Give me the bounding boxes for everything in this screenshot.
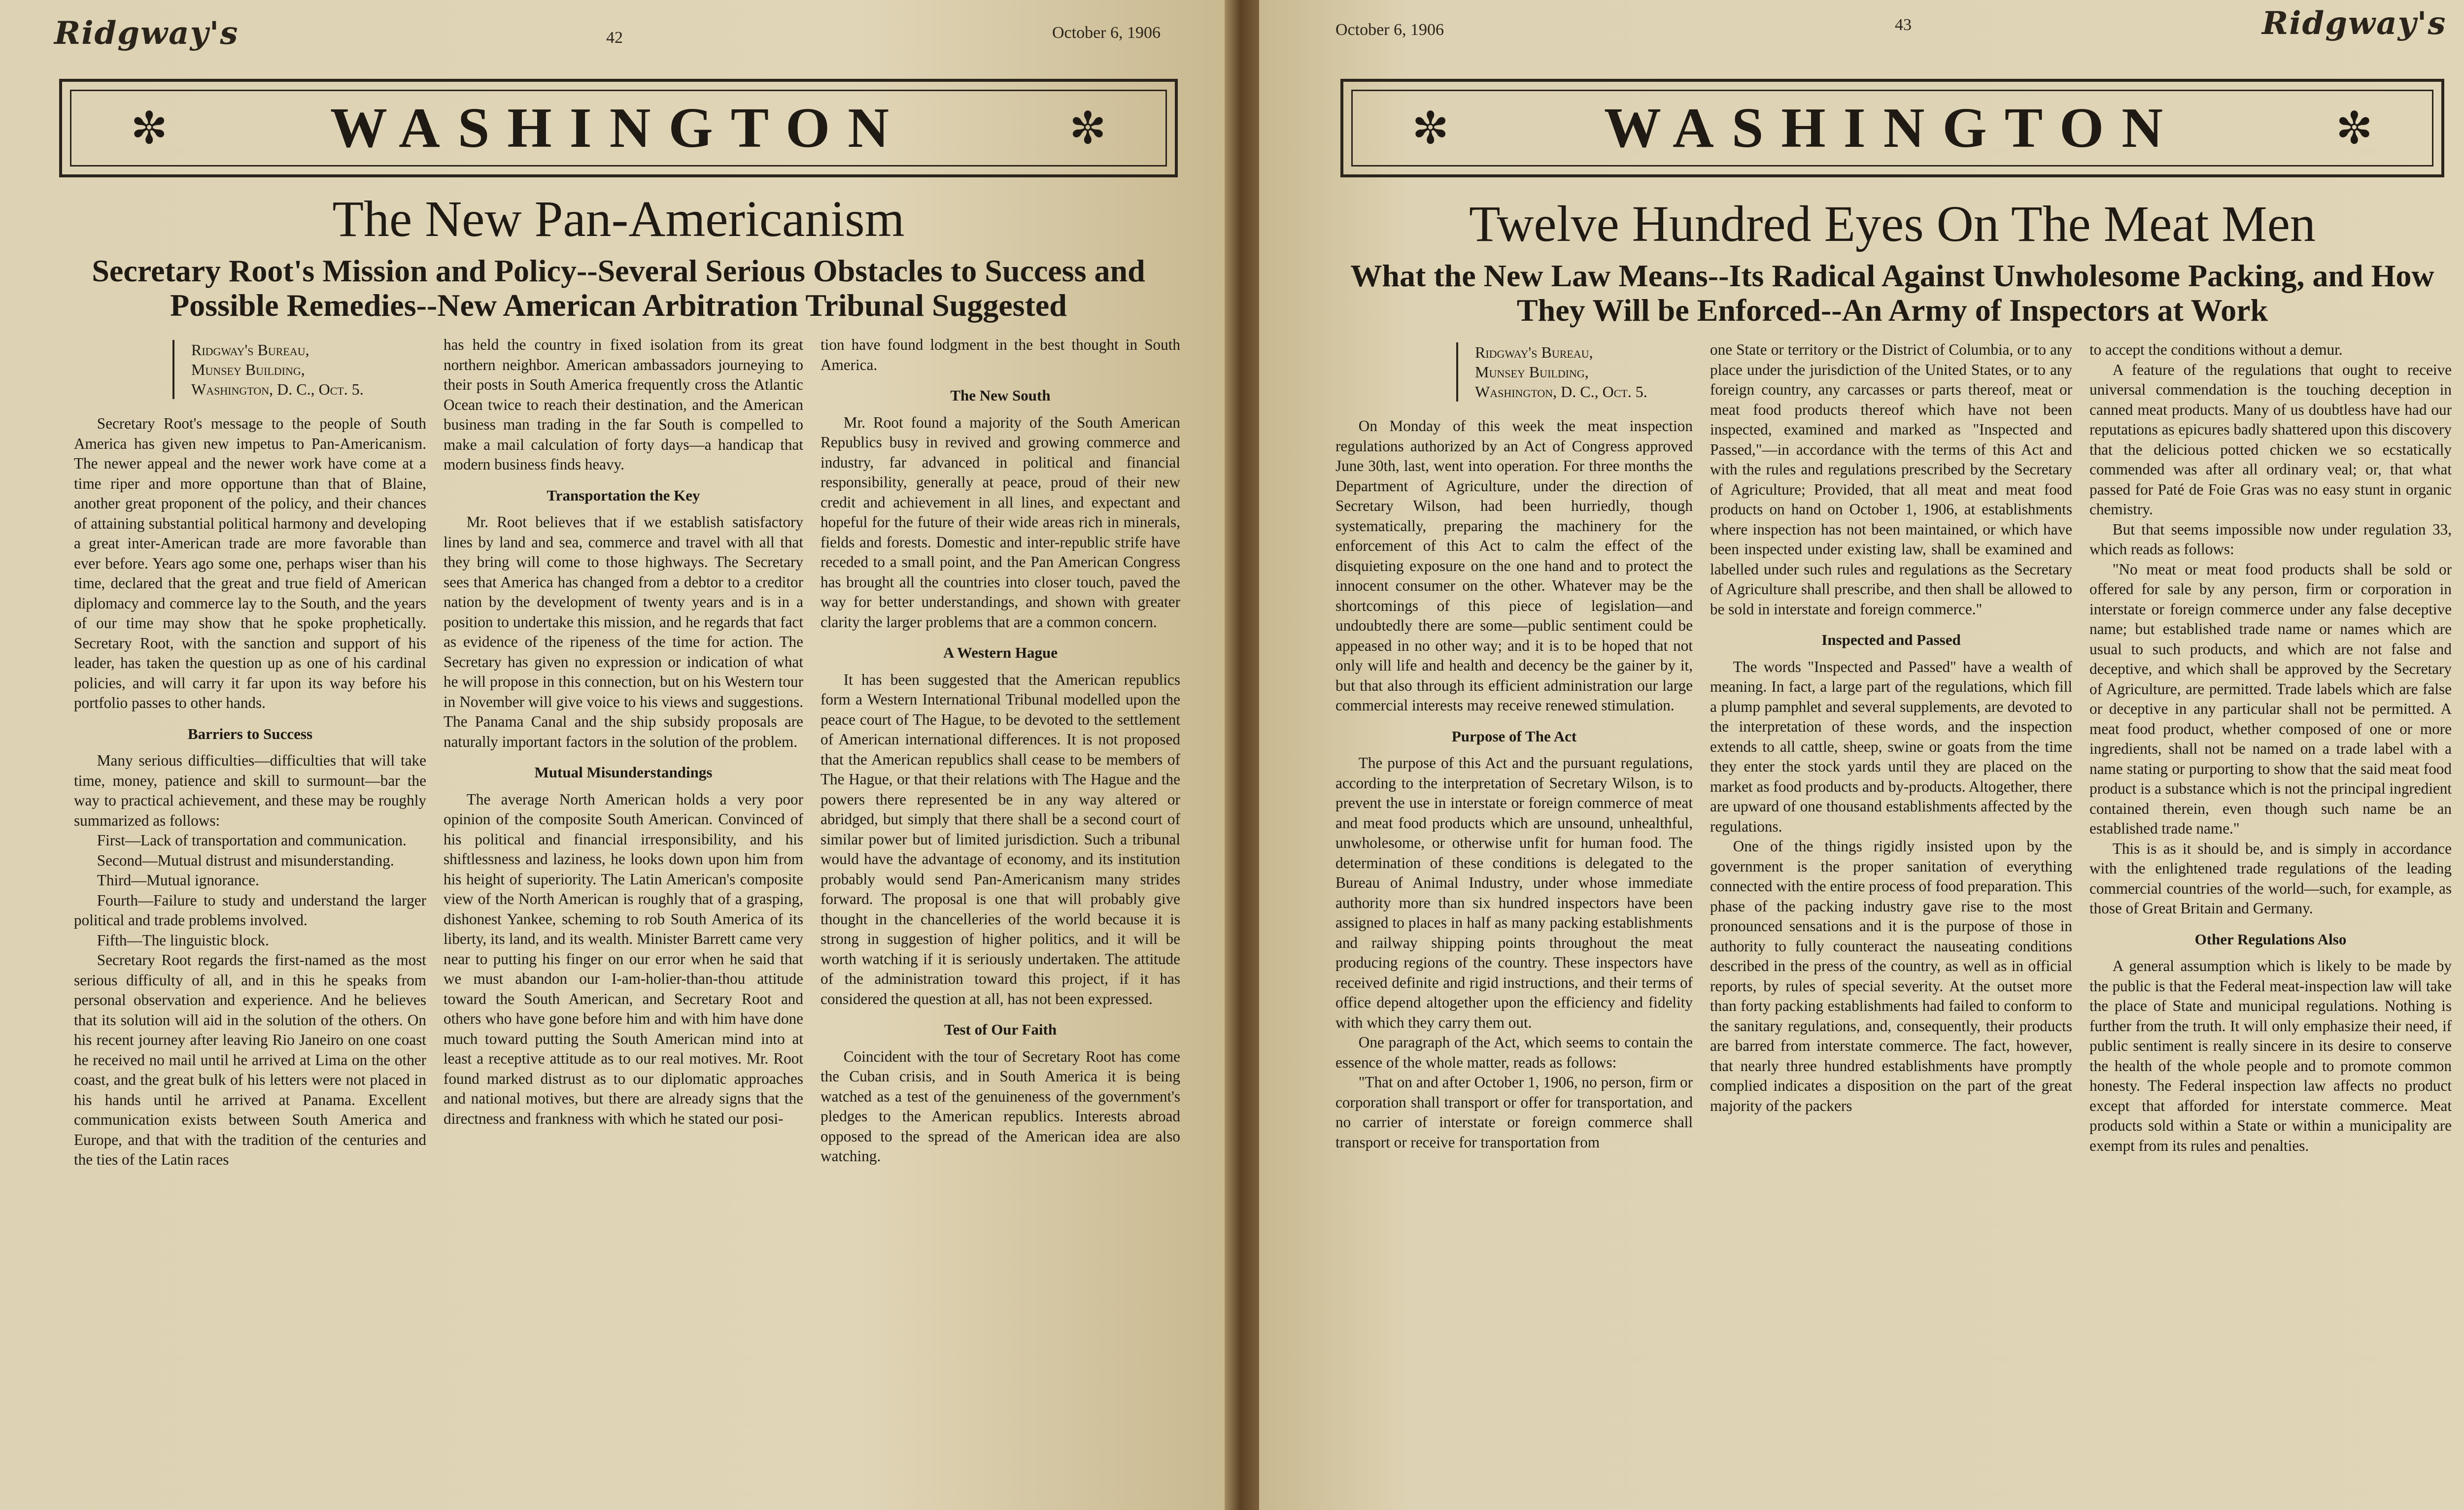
asterisk-ornament-icon: ✼ [2335,102,2373,154]
paragraph: Secretary Root's message to the people of South America has given new impetus to Pan-Americanism. The newer appeal and the newer work have come at a time riper and more opportune than that of Blaine, another great proponent of the policy, and their chances of attaining substantial political harmony and developing a great inter-American trade are more favorable than ever before. Years ago some one, perhaps wiser than his time, declared that the great and true field of American diplomacy and commerce lay to the South, and the years of our time may show that he spoke prophetically. Secretary Root, with the sanction and support of his leader, has taken the question up as one of his cardinal policies, and will carry it far upon its way before his portfolio passes to other hands. [74,415,426,711]
paragraph: Coincident with the tour of Secretary Root has come the Cuban crisis, and in South America it is being watched as a test of the genuineness of the government's pledges to the American republics. Interests abroad opposed to the spread of the American idea are also watching. [821,1047,1180,1165]
paragraph: A general assumption which is likely to be made by the public is that the Federal meat-inspection law will take the place of State and municipal regulations. Nothing is further from the truth. It will only emphasize their need, if public sentiment is really sincere in its desire to conserve the health of the whole people and to promote common honesty. The Federal inspection law affects no product except that afforded for interstate commerce. Meat products sold within a State or within a municipality are exempt from its rules and penalties. [2089,957,2452,1154]
dateline-line: Washington, D. C., Oct. 5. [191,380,364,398]
asterisk-ornament-icon: ✼ [1412,102,1449,154]
paragraph: The purpose of this Act and the pursuant regulations, according to the interpretation of Secretary Wilson, is to prevent the use in interstate or foreign commerce of meat and meat food products which are unsound, unhealthful, unwholesome, or otherwise unfit for human food. The determination of these conditions is delegated to the Bureau of Animal Industry, under whose immediate authority more than six hundred inspectors have been assigned to places in half as many packing establishments and railway shipping points throughout the meat producing regions of the country. These inspectors have received definite and rigid instructions, and their terms of office depend altogether upon the efficiency and fidelity with which they carry them out. [1335,754,1693,1031]
subhead: Purpose of The Act [1451,727,1577,745]
subhead: Inspected and Passed [1821,631,1961,648]
column-3 [2089,340,2452,1156]
page-number: 42 [606,29,623,47]
paragraph: Second—Mutual distrust and misunderstanding. [97,851,394,869]
column-2 [444,335,803,1129]
asterisk-ornament-icon: ✼ [131,102,168,154]
masthead-logo: Ridgway's [54,15,239,52]
paragraph: Secretary Root regards the first-named as the most serious difficulty of all, and in this he speaks from personal observation and experience. And he believes that its solution will aid in the solution of the others. On his recent journey after leaving Rio Janeiro on one coast he received no mail until he arrived at Lima on the other coast, and the great bulk of his letters were not placed in his hands until he arrived at Panama. Excellent communication exists between South America and Europe, and that with the tradition of the centuries and the ties of the Latin races [74,951,426,1168]
dateline-line: Ridgway's Bureau, [191,341,309,359]
paragraph: The words "Inspected and Passed" have a wealth of meaning. In fact, a large part of the regulations, which fill a plump pamphlet and several supplements, are devoted to the interpretation of these words, and the inspection extends to all cattle, sheep, swine or goats from the time they enter the stock yards until they are placed on the market as food products and by-products. Altogether, there are upward of one thousand establishments affected by the regulations. [1710,658,2072,835]
dateline-line: Munsey Building, [1475,363,1589,381]
section-banner [1340,79,2444,177]
paragraph: Many serious difficulties—difficulties that will take time, money, patience and skill to surmount—bar the way to practical achievement, and these may be roughly summarized as follows: [74,752,426,829]
paragraph: One of the things rigidly insisted upon by the government is the proper sanitation of everything connected with the entire process of food preparation. This phase of the packing industry gave rise to the most pronounced sensations and it is the purpose of those in authority to fully counteract the nauseating conditions described in the press of the country, as well as in official reports, by rules of special severity. At the outset more than forty packing establishments had failed to conform to the sanitary regulations, and, consequently, their products are barred from interstate commerce. The fact, however, that nearly three hundred establishments have promptly complied indicates a disposition on the part of the great majority of the packers [1710,838,2072,1114]
subhead: Mutual Misunderstandings [534,764,713,781]
paragraph: On Monday of this week the meat inspection regulations authorized by an Act of Congress approved June 30th, last, went into operation. For three months the Department of Agriculture, under the direction of Secretary Wilson, had been hurriedly, though systematically, preparing the machinery for the enforcement of this Act to calm the effect of the disquieting exposure on the one hand and to protect the innocent consumer on the other. Whatever may be the shortcomings of this piece of legislation—and undoubtedly there are some—public sentiment could be appeased in no other way; and it is to be hoped that not only will life and health and decency be the gainer by it, but that also through its efficient administration our large commercial interests may receive renewed stimulation. [1335,417,1693,714]
article-subheadline: Secretary Root's Mission and Policy--Several Serious Obstacles to Success and Possible Remedies--New American Arbitration Tribunal Suggested [92,253,1145,323]
article-headline: Twelve Hundred Eyes On The Meat Men [1469,196,2316,252]
paragraph: Fourth—Failure to study and understand the larger political and trade problems involved. [74,891,426,929]
column-2 [1710,340,2072,1116]
paragraph: This is as it should be, and is simply in accordance with the enlightened trade regulations of the leading commercial countries of the world—such, for example, as those of Great Britain and Germany. [2089,839,2452,917]
paragraph: "That on and after October 1, 1906, no person, firm or corporation shall transport or offer for transportation, and no carrier of interstate or foreign commerce shall transport or receive for transportation from [1335,1074,1693,1151]
dateline-line: Washington, D. C., Oct. 5. [1475,383,1647,401]
paragraph: Mr. Root believes that if we establish satisfactory lines by land and sea, commerce and travel with all that they bring will come to those highways. The Secretary sees that America has changed from a debtor to a creditor nation by the development of twenty years and is in a position to undertake this mission, and he regards that fact as evidence of the ripeness of the time for action. The Secretary has given no expression or indication of what he will propose in this connection, but on his Western tour in November will give voice to his views and suggestions. The Panama Canal and the ship subsidy proposals are naturally important factors in the solution of the problem. [444,513,803,750]
asterisk-ornament-icon: ✼ [1069,102,1106,154]
book-gutter [1225,0,1259,1510]
page-43 [1259,0,2464,1510]
subhead: Test of Our Faith [944,1021,1057,1038]
section-title: WASHINGTON [1604,96,2181,160]
paragraph: But that seems impossible now under regulation 33, which reads as follows: [2089,520,2452,558]
page-42 [0,0,1225,1510]
subhead: Other Regulations Also [2194,930,2347,948]
issue-date: October 6, 1906 [1052,24,1161,42]
section-title: WASHINGTON [330,96,907,160]
subhead: Transportation the Key [547,486,700,504]
subhead: A Western Hague [943,644,1058,661]
paragraph: A feature of the regulations that ought to receive universal commendation is the touching deception in canned meat products. Many of us doubtless have had our reputations as epicures badly shattered upon this discovery that the delicious potted chicken we so ecstatically commended was after all ordinary veal; or, that what passed for Paté de Foie Gras was no easy stunt in organic chemistry. [2089,361,2452,518]
paragraph: It has been suggested that the American republics form a Western International Tribunal modelled upon the peace court of The Hague, to be devoted to the settlement of American international differences. It is not proposed that the American republics shall cease to be members of The Hague, or that their relations with The Hague and the powers there represented be in any way altered or abridged, but simply that there shall be a second court of similar power but of limited jurisdiction. Such a tribunal would have the advantage of economy, and its institution probably would send Pan-Americanism many strides forward. The proposal is one that will probably give thought in the chancelleries of the world because it is strong in suggestion of higher politics, and it will be worth watching if it is seriously undertaken. The attitude of the administration toward this project, if it has considered the question at all, has not been expressed. [821,671,1180,1007]
masthead-logo: Ridgway's [2262,5,2447,42]
paragraph: First—Lack of transportation and communication. [97,832,407,849]
paragraph: "No meat or meat food products shall be sold or offered for sale by any person, firm or corporation in interstate or foreign commerce under any false deceptive name; but established trade name or names which are usual to such products, and which are not false and deceptive, and which shall be approved by the Secretary of Agriculture, are permitted. Trade labels which are false or deceptive in any particular shall not be permitted. A meat food product, whether composed of one or more ingredients, shall not be named on a trade label with a name stating or purporting to show that the said meat food product is a substance which is not the principal ingredient contained therein, even though such name be an established trade name." [2089,560,2452,837]
dateline-line: Ridgway's Bureau, [1475,343,1593,361]
issue-date: October 6, 1906 [1335,21,1444,39]
paragraph: Mr. Root found a majority of the South American Republics busy in revived and growing commerce and industry, far advanced in political and financial responsibility, generally at peace, proud of their new credit and achievement in all lines, and expectant and hopeful for the future of their wide areas rich in minerals, fields and forests. Domestic and inter-republic strife have receded to a small point, and the Pan American Congress has brought all the countries into closer touch, paved the way for better understandings, and shown with greater clarity the larger problems that are a common concern. [821,413,1180,631]
subhead: Barriers to Success [187,725,313,742]
dateline [1456,342,1647,402]
subhead: The New South [950,387,1051,404]
column-1 [1335,416,1693,1152]
dateline-line: Munsey Building, [191,361,305,378]
paragraph: One paragraph of the Act, which seems to contain the essence of the whole matter, reads as follows: [1335,1034,1693,1071]
paragraph: tion have found lodgment in the best thought in South America. [821,336,1180,373]
article-headline: The New Pan-Americanism [332,191,905,247]
paragraph: The average North American holds a very poor opinion of the composite South American. Convinced of his political and financial irresponsibility, and his shiftlessness and laziness, he looks down upon him from his height of superiority. The Latin American's composite view of the North American is roughly that of a grasping, dishonest Yankee, scheming to rob South America of its liberty, its land, and its wealth. Minister Barrett came very near to putting his finger on our error when he said that we must abandon our I-am-holier-than-thou attitude toward the South American, and Secretary Root and others who have gone before him and with him have done much toward putting the South American mind into at least a receptive attitude as to our real motives. Mr. Root found marked distrust as to our diplomatic approaches and national motives, but there are already signs that the directness and frankness with which he stated our posi- [444,790,803,1127]
paragraph: to accept the conditions without a demur. [2089,341,2343,358]
section-banner [59,79,1178,177]
article-subheadline: What the New Law Means--Its Radical Against Unwholesome Packing, and How They Will be Enforced--An Army of Inspectors at Work [1350,258,2434,328]
paragraph: has held the country in fixed isolation from its great northern neighbor. American ambassadors journeying to their posts in South America frequently cross the Atlantic Ocean twice to reach their destination, and the American business man trading in the far South is compelled to make a mail calculation of forty days—a handicap that modern business finds heavy. [444,336,803,473]
paragraph: one State or territory or the District of Columbia, or to any place under the jurisdiction of the United States, or to any foreign country, any carcasses or parts thereof, meat or meat food products thereof which have not been inspected, examined and marked as "Inspected and Passed,"—in accordance with the terms of this Act and with the rules and regulations prescribed by the Secretary of Agriculture; Provided, that all meat and meat food products on hand on October 1, 1906, at establishments where inspection has not been maintained, or which have been inspected under existing law, shall be examined and labelled under such rules and regulations as the Secretary of Agriculture shall prescribe, and then shall be allowed to be sold in interstate and foreign commerce." [1710,341,2072,618]
column-3 [821,335,1180,1167]
page-number: 43 [1895,16,1912,34]
paragraph: Third—Mutual ignorance. [97,872,259,889]
paragraph: Fifth—The linguistic block. [97,931,269,949]
dateline [172,340,364,399]
column-1 [74,414,426,1170]
